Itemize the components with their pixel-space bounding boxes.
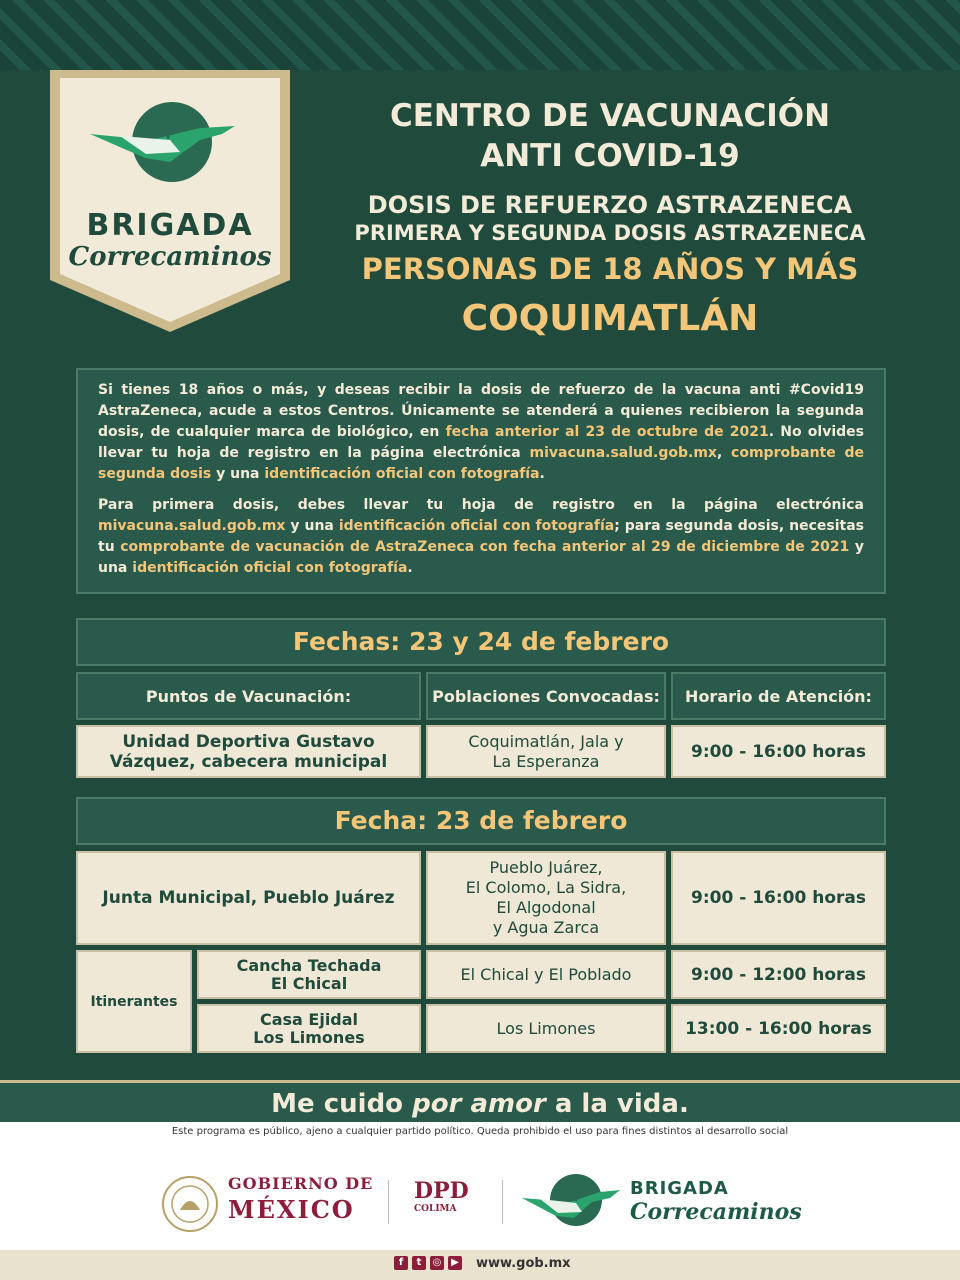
social-icons <box>394 1256 462 1270</box>
municipality-heading: COQUIMATLÁN <box>461 298 759 339</box>
place-cell: Unidad Deportiva Gustavo Vázquez, cabecera municipal <box>76 725 421 778</box>
legal-disclaimer: Este programa es público, ajeno a cualquier partido político. Queda prohibido el uso para fines distintos al desarrollo social <box>171 1126 789 1137</box>
info-text: . <box>407 560 413 576</box>
population-line: El Colomo, La Sidra, <box>465 878 627 897</box>
title-line2: ANTI COVID-19 <box>480 138 740 174</box>
info-text: y una <box>98 539 864 576</box>
twitter-icon[interactable]: t <box>412 1256 426 1270</box>
divider <box>502 1180 503 1224</box>
brigada-badge <box>50 70 290 330</box>
hours-cell: 9:00 - 16:00 horas <box>671 851 886 945</box>
hours-cell: 13:00 - 16:00 horas <box>671 1004 886 1053</box>
subtitle-booster: DOSIS DE REFUERZO ASTRAZENECA <box>367 191 853 219</box>
gob-line2: MÉXICO <box>228 1195 355 1224</box>
gobierno-logo-text <box>228 1174 373 1224</box>
info-highlight: comprobante de vacunación de AstraZeneca con fecha anterior al 29 de diciembre de 2021 <box>120 539 850 555</box>
population-line: y Agua Zarca <box>492 918 600 937</box>
info-text: . No olvides llevar tu hoja de registro en la página electrónica <box>98 424 864 461</box>
dpd-logo-text <box>414 1178 469 1214</box>
info-box <box>76 368 886 594</box>
population-cell: Los Limones <box>426 1004 666 1053</box>
info-highlight: identificación oficial con fotografía <box>132 560 408 576</box>
dpd-line2: COLIMA <box>414 1204 457 1214</box>
slogan-text: a la vida. <box>545 1089 689 1119</box>
info-link: mivacuna.salud.gob.mx <box>98 518 286 534</box>
col-header-populations: Poblaciones Convocadas: <box>426 672 666 720</box>
website-link[interactable]: www.gob.mx <box>476 1256 571 1271</box>
badge-brigada-text: BRIGADA <box>86 208 254 243</box>
population-cell <box>426 851 666 945</box>
audience-heading: PERSONAS DE 18 AÑOS Y MÁS <box>361 252 859 286</box>
col-header-places: Puntos de Vacunación: <box>76 672 421 720</box>
place-line: El Chical <box>270 973 348 993</box>
dates-band-1: Fechas: 23 y 24 de febrero <box>76 618 886 666</box>
divider <box>388 1180 389 1224</box>
place-line: Los Limones <box>253 1027 365 1047</box>
info-link: mivacuna.salud.gob.mx <box>529 445 717 461</box>
instagram-icon[interactable]: ◎ <box>430 1256 444 1270</box>
subtitle-doses: PRIMERA Y SEGUNDA DOSIS ASTRAZENECA <box>354 221 866 245</box>
facebook-icon[interactable]: f <box>394 1256 408 1270</box>
population-line: El Algodonal <box>496 898 596 917</box>
info-text: , <box>716 445 732 461</box>
slogan-text: Me cuido <box>271 1089 413 1119</box>
youtube-icon[interactable]: ▶ <box>448 1256 462 1270</box>
correcaminos-bird-icon <box>520 1170 624 1232</box>
info-text: ; para segunda dosis, necesitas tu <box>98 518 865 555</box>
slogan-bar <box>0 1080 960 1125</box>
info-text: Si tienes 18 años o más, y deseas recibir la dosis de refuerzo de la vacuna anti #Covid19 AstraZeneca, acude a estos Centros. Únicamente se atenderá a quienes recibieron la segunda dosis, de cualquier marca de biológico, en <box>98 382 864 440</box>
place-line: Casa Ejidal <box>259 1009 359 1029</box>
info-text: . <box>539 466 545 482</box>
info-highlight: identificación oficial con fotografía <box>338 518 615 534</box>
info-highlight: identificación oficial con fotografía <box>264 466 540 482</box>
population-cell: Coquimatlán, Jala y La Esperanza <box>426 725 666 778</box>
national-seal-icon <box>160 1174 220 1234</box>
footer-logos <box>0 1160 960 1240</box>
col-header-hours: Horario de Atención: <box>671 672 886 720</box>
place-cell <box>197 1004 421 1053</box>
brigada-line1: BRIGADA <box>630 1178 729 1199</box>
dates-band-2: Fecha: 23 de febrero <box>76 797 886 845</box>
place-cell <box>197 950 421 999</box>
slogan-emphasis: por amor <box>412 1089 546 1119</box>
gob-line1: GOBIERNO DE <box>228 1174 374 1193</box>
place-line: Cancha Techada <box>236 955 382 975</box>
top-pattern <box>0 0 960 70</box>
info-text: Para primera dosis, debes llevar tu hoja de registro en la página electrónica <box>98 497 864 513</box>
brigada-line2: Correcaminos <box>630 1199 802 1225</box>
population-line: Pueblo Juárez, <box>489 858 603 877</box>
info-highlight: comprobante de segunda dosis <box>98 445 865 482</box>
brigada-footer-text <box>630 1178 802 1225</box>
badge-shield-icon <box>50 70 290 332</box>
place-cell: Junta Municipal, Pueblo Juárez <box>76 851 421 945</box>
info-paragraph-2 <box>98 495 864 579</box>
info-highlight: fecha anterior al 23 de octubre de 2021 <box>445 424 769 440</box>
info-paragraph-1 <box>98 380 864 485</box>
hours-cell: 9:00 - 16:00 horas <box>671 725 886 778</box>
page-title <box>300 96 920 176</box>
itinerantes-cell: Itinerantes <box>76 950 192 1053</box>
info-text: y una <box>211 466 265 482</box>
info-text: y una <box>285 518 339 534</box>
dpd-line1: DPD <box>414 1178 469 1204</box>
title-line1: CENTRO DE VACUNACIÓN <box>389 98 831 134</box>
population-cell: El Chical y El Poblado <box>426 950 666 999</box>
badge-correcaminos-text: Correcaminos <box>68 242 272 272</box>
hours-cell: 9:00 - 12:00 horas <box>671 950 886 999</box>
